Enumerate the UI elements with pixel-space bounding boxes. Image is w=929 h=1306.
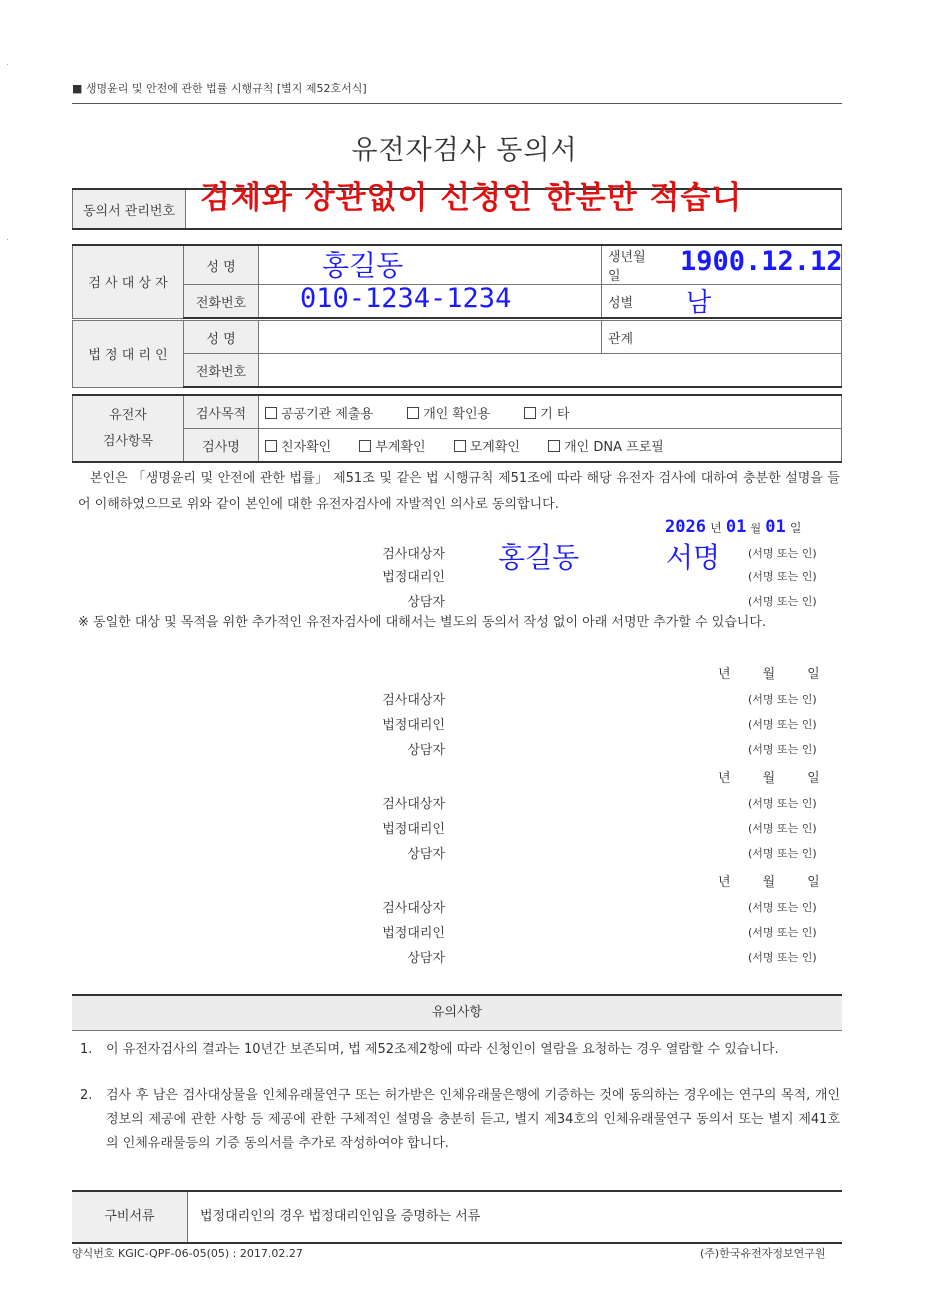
role-subject: 검사대상자 <box>382 901 445 916</box>
scan-dot: · <box>6 235 10 246</box>
notice-item-1: 1. 이 유전자검사의 결과는 10년간 보존되며, 법 제52조제2항에 따라 신청인이 열람을 요청하는 경우 열람할 수 있습니다. <box>80 1042 779 1057</box>
checkbox-icon[interactable] <box>359 440 371 452</box>
sign-mark: (서명 또는 인) <box>748 547 817 560</box>
test-items-label-line1: 유전자 <box>109 407 147 423</box>
page-title: 유전자검사 동의서 <box>351 135 578 166</box>
purpose-option-other[interactable]: 기 타 <box>524 407 569 422</box>
sign-mark: (서명 또는 인) <box>748 693 817 706</box>
management-no-label: 동의서 관리번호 <box>73 189 186 229</box>
rep-phone-field[interactable] <box>259 354 842 388</box>
handwritten-day: 01 <box>765 517 786 537</box>
rep-name-field[interactable] <box>259 321 602 354</box>
checkbox-icon[interactable] <box>265 407 277 419</box>
notice-item-2: 2. 검사 후 남은 검사대상물을 인체유래물연구 또는 허가받은 인체유래물은행에 기증하는 것에 동의하는 경우에는 연구의 목적, 개인정보의 제공에 관한 사항 등 제공에 관한 구체적인 설명을 충분히 듣고, 별지 제34호의 인체유래물연구 동의서 또는 별지 제41호의 인체유래물등의 기증 동의서를 추가로 작성하여야 합니다. <box>80 1088 840 1151</box>
checkbox-icon[interactable] <box>265 440 277 452</box>
role-subject: 검사대상자 <box>382 693 445 708</box>
subject-name-field[interactable] <box>259 245 602 285</box>
representative-table <box>72 320 842 388</box>
handwritten-year: 2026 <box>665 517 706 537</box>
test-option-paternal-line[interactable]: 부계확인 <box>359 440 425 455</box>
sign-mark: (서명 또는 인) <box>748 901 817 914</box>
checkbox-icon[interactable] <box>407 407 419 419</box>
subject-label: 검 사 대 상 자 <box>73 245 184 318</box>
sign-mark: (서명 또는 인) <box>748 718 817 731</box>
role-counselor: 상담자 <box>407 595 445 610</box>
sign-mark: (서명 또는 인) <box>748 822 817 835</box>
scan-dot: · <box>6 60 10 71</box>
test-option-paternity[interactable]: 친자확인 <box>265 440 331 455</box>
sign-mark: (서명 또는 인) <box>748 797 817 810</box>
checkbox-icon[interactable] <box>548 440 560 452</box>
role-subject: 검사대상자 <box>382 547 445 562</box>
blank-date: 년 월 일 <box>718 771 820 786</box>
role-representative: 법정대리인 <box>382 718 445 733</box>
purpose-option-personal[interactable]: 개인 확인용 <box>407 407 490 422</box>
required-documents <box>72 1190 842 1244</box>
signature-block-1 <box>0 514 929 614</box>
role-representative: 법정대리인 <box>382 926 445 941</box>
signature-block-3 <box>0 764 929 864</box>
required-documents-value: 법정대리인의 경우 법정대리인임을 증명하는 서류 <box>200 1209 481 1224</box>
purpose-options <box>259 395 842 429</box>
organization-name: (주)한국유전자정보연구원 <box>700 1247 826 1260</box>
handwritten-subject-birth: 1900.12.12 <box>680 246 843 277</box>
purpose-option-public[interactable]: 공공기관 제출용 <box>265 407 373 422</box>
sign-mark: (서명 또는 인) <box>748 951 817 964</box>
required-documents-label: 구비서류 <box>72 1192 188 1242</box>
sign-mark: (서명 또는 인) <box>748 595 817 608</box>
test-items-label-line2: 검사항목 <box>102 433 154 449</box>
handwritten-month: 01 <box>725 517 747 537</box>
role-counselor: 상담자 <box>407 743 445 758</box>
role-counselor: 상담자 <box>407 847 445 862</box>
consent-date: 2026 년 01 월 01 일 <box>665 517 802 537</box>
form-number: 양식번호 KGIC-QPF-06-05(05) : 2017.02.27 <box>72 1247 303 1260</box>
sign-mark: (서명 또는 인) <box>748 570 817 583</box>
birth-label: 생년월일 <box>602 245 665 285</box>
role-subject: 검사대상자 <box>382 797 445 812</box>
purpose-label: 검사목적 <box>184 395 259 429</box>
gender-label: 성별 <box>602 285 665 319</box>
signature-block-2 <box>0 660 929 760</box>
role-counselor: 상담자 <box>407 951 445 966</box>
sign-mark: (서명 또는 인) <box>748 743 817 756</box>
relation-field[interactable] <box>664 321 842 354</box>
handwritten-signature: 서명 <box>666 541 721 574</box>
handwritten-red-note: 검체와 상관없이 신청인 한분만 적습니 <box>200 180 743 216</box>
testname-options <box>259 429 842 463</box>
consent-paragraph: 본인은 「생명윤리 및 안전에 관한 법률」 제51조 및 같은 법 시행규칙 제51조에 따라 해당 유전자 검사에 대하여 충분한 설명을 들어 이해하였으므로 위와 같이 본인에 대한 유전자검사에 자발적인 의사로 동의합니다. <box>78 471 840 512</box>
role-representative: 법정대리인 <box>382 822 445 837</box>
test-option-maternal-line[interactable]: 모계확인 <box>454 440 520 455</box>
name-label: 성 명 <box>184 245 259 285</box>
test-option-dna-profile[interactable]: 개인 DNA 프로필 <box>548 440 664 455</box>
test-items-table <box>72 394 842 463</box>
header-divider <box>72 103 842 104</box>
handwritten-subject-gender: 남 <box>686 288 712 318</box>
relation-label: 관계 <box>602 321 665 354</box>
rep-phone-label: 전화번호 <box>184 354 259 388</box>
checkbox-icon[interactable] <box>454 440 466 452</box>
handwritten-subject-phone: 010-1234-1234 <box>300 283 512 314</box>
signature-block-4 <box>0 868 929 968</box>
test-items-label <box>73 395 184 462</box>
sign-mark: (서명 또는 인) <box>748 847 817 860</box>
notice-heading: 유의사항 <box>72 994 842 1031</box>
rep-label: 법 정 대 리 인 <box>73 321 184 388</box>
testname-label: 검사명 <box>184 429 259 463</box>
additional-note: ※ 동일한 대상 및 목적을 위한 추가적인 유전자검사에 대해서는 별도의 동의서 작성 없이 아래 서명만 추가할 수 있습니다. <box>78 615 767 630</box>
role-representative: 법정대리인 <box>382 570 445 585</box>
handwritten-signer-name: 홍길동 <box>498 541 580 574</box>
handwritten-subject-name: 홍길동 <box>322 249 404 282</box>
sign-mark: (서명 또는 인) <box>748 926 817 939</box>
blank-date: 년 월 일 <box>718 875 820 890</box>
checkbox-icon[interactable] <box>524 407 536 419</box>
blank-date: 년 월 일 <box>718 667 820 682</box>
regulation-note: ■ 생명윤리 및 안전에 관한 법률 시행규칙 [별지 제52호서식] <box>72 82 367 95</box>
phone-label: 전화번호 <box>184 285 259 319</box>
rep-name-label: 성 명 <box>184 321 259 354</box>
